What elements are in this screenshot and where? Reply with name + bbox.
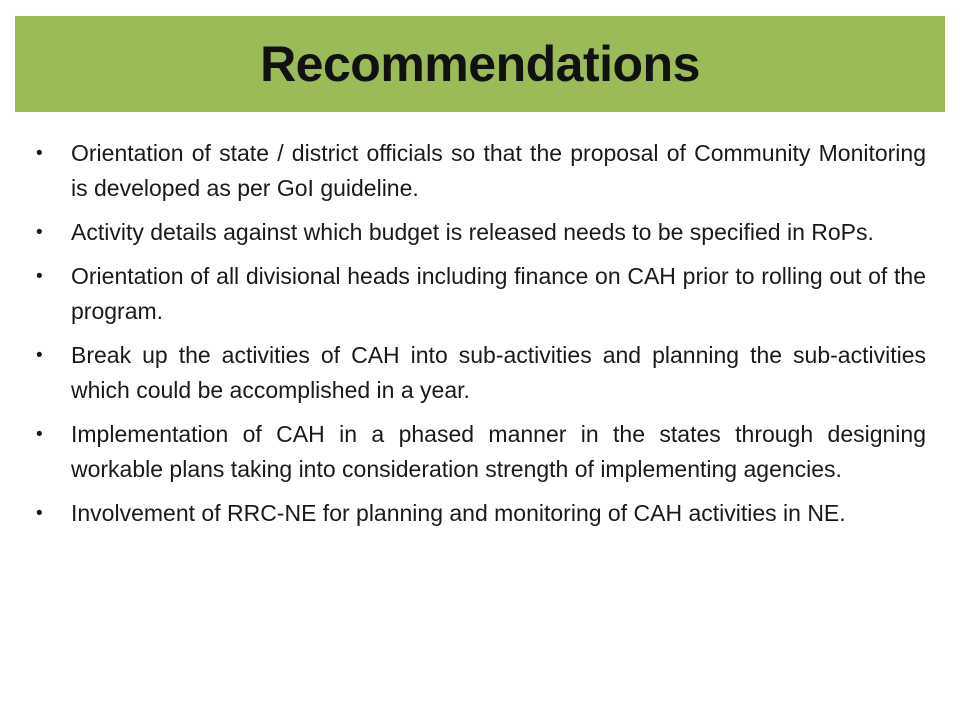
bullet-dot-icon: • [36, 424, 43, 445]
bullet-dot-icon: • [36, 503, 43, 524]
recommendations-list [36, 136, 926, 540]
bullet-dot-icon: • [36, 345, 43, 366]
title-bar [15, 16, 945, 112]
list-item [36, 215, 926, 250]
list-item [36, 136, 926, 206]
slide-title: Recommendations [260, 36, 700, 92]
list-item [36, 338, 926, 408]
bullet-text: Involvement of RRC-NE for planning and monitoring of CAH activities in NE. [71, 500, 846, 526]
list-item [36, 417, 926, 487]
bullet-dot-icon: • [36, 143, 43, 164]
bullet-text: Break up the activities of CAH into sub-activities and planning the sub-activities which could be accomplished in a year. [71, 342, 926, 403]
bullet-text: Activity details against which budget is released needs to be specified in RoPs. [71, 219, 874, 245]
bullet-dot-icon: • [36, 222, 43, 243]
list-item [36, 496, 926, 531]
bullet-text: Orientation of state / district officials so that the proposal of Community Monitoring is developed as per GoI guideline. [71, 140, 926, 201]
bullet-dot-icon: • [36, 266, 43, 287]
list-item [36, 259, 926, 329]
bullet-text: Orientation of all divisional heads including finance on CAH prior to rolling out of the program. [71, 263, 926, 324]
bullet-text: Implementation of CAH in a phased manner in the states through designing workable plans taking into consideration strength of implementing agencies. [71, 421, 926, 482]
